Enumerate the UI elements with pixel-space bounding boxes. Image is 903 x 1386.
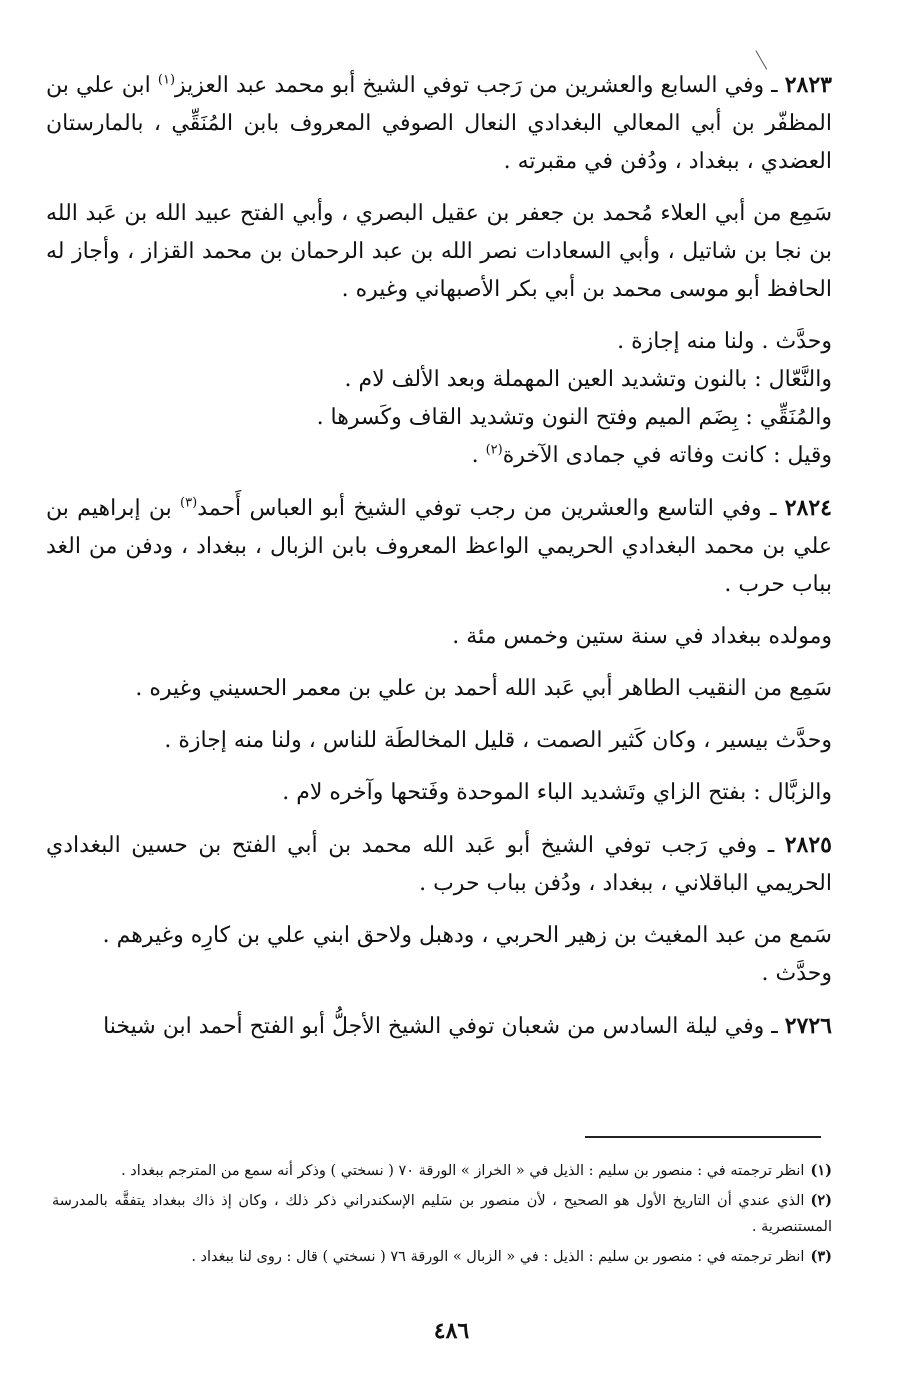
footnote-number: (٣) (810, 1248, 832, 1265)
entry-number: ٢٨٢٤ (784, 495, 832, 521)
main-text (46, 66, 832, 1060)
footnote (52, 1244, 832, 1270)
footnote-ref: (٣) (180, 495, 198, 511)
entry-2823-line: والنَّعّال : بالنون وتشديد العين المهملة وبعد الألف لام . (344, 367, 832, 392)
footnote-divider (585, 1136, 821, 1138)
footnote (52, 1158, 832, 1184)
entry-2825-line: وحدَّث . (761, 961, 832, 986)
footnotes (52, 1158, 832, 1274)
footnote-ref: (٢) (485, 442, 503, 458)
entry-2823-line: والمُنَقِّي : بِضَم الميم وفتح النون وتشديد القاف وكَسرها . (316, 405, 832, 430)
line-end: . (471, 443, 486, 468)
entry-number: ٢٨٢٣ (784, 72, 832, 98)
footnote-number: (١) (810, 1162, 832, 1179)
entry-2824-line: ومولده ببغداد في سنة ستين وخمس مئة . (452, 624, 832, 649)
footnote-text: انظر ترجمته في : منصور بن سليم : الذيل : في « الزبال » الورقة ٧٦ ( نسختي ) قال : روى لنا ببغداد . (191, 1249, 805, 1265)
entry-2824-line: والزبَّال : بفتح الزاي وتَشديد الباء الموحدة وفَتحها وآخره لام . (282, 780, 832, 805)
entry-2823-paragraph: سَمِع من أبي العلاء مُحمد بن جعفر بن عقيل البصري ، وأبي الفتح عبيد الله بن عَبد الله بن نجا بن شاتيل ، وأبي السعادات نصر الله بن عبد الرحمان بن محمد القزاز ، وأجاز له الحافظ أبو موسى محمد بن أبي بكر الأصبهاني وغيره . (46, 201, 833, 302)
entry-text: ـ وفي رَجب توفي الشيخ أبو عَبد الله محمد بن أبي الفتح بن حسين البغدادي الحريمي الباقلاني ، ببغداد ، ودُفن بباب حرب . (46, 833, 832, 896)
entry-2823-line (46, 437, 832, 475)
entry-2825-line: سَمع من عبد المغيث بن زهير الحربي ، ودهبل ولاحق ابني علي بن كارِه وغيرهم . (102, 923, 832, 948)
footnote-text: انظر ترجمته في : منصور بن سليم : الذيل في « الخراز » الورقة ٧٠ ( نسختي ) وذكر أنه سمع من المترجم ببغداد . (121, 1163, 805, 1179)
entry-text-continued: بن إبراهيم بن علي بن محمد البغدادي الحريمي الواعظ المعروف بابن الزبال ، ببغداد ، ودفن من الغد بباب حرب . (46, 496, 832, 597)
entry-text: ـ وفي ليلة السادس من شعبان توفي الشيخ الأجلُّ أبو الفتح أحمد ابن شيخنا (103, 1014, 778, 1039)
entry-2823-heading-paragraph (46, 66, 832, 181)
line-text: وقيل : كانت وفاته في جمادى الآخرة (502, 443, 832, 468)
footnote-text: الذي عندي أن التاريخ الأول هو الصحيح ، لأن منصور بن سَليم الإسكندراني ذكر ذلك ، وكان إذ ذاك ببغداد يتفقَّه بالمدرسة المستنصرية . (52, 1193, 832, 1235)
entry-number: ٢٨٢٥ (784, 832, 832, 858)
footnote-number: (٢) (810, 1192, 832, 1209)
page-number: ٤٨٦ (433, 1318, 470, 1344)
entry-text: ـ وفي التاسع والعشرين من رجب توفي الشيخ أبو العباس أَحمد (197, 496, 777, 521)
entry-2824-line: سَمِع من النقيب الطاهر أبي عَبد الله أحمد بن علي بن معمر الحسيني وغيره . (135, 676, 832, 701)
entry-2726-heading-paragraph (46, 1007, 832, 1046)
footnote (52, 1188, 832, 1240)
entry-text: ـ وفي السابع والعشرين من رَجب توفي الشيخ أبو محمد عبد العزيز (175, 73, 778, 98)
entry-number: ٢٧٢٦ (784, 1013, 832, 1039)
entry-2824-heading-paragraph (46, 489, 832, 604)
entry-2825-heading-paragraph (46, 826, 832, 903)
entry-text-continued: ابن علي بن المظفّر بن أبي المعالي البغدادي النعال الصوفي المعروف بابن المُنَقِّي ، بالمارستان العضدي ، ببغداد ، ودُفن في مقبرته . (46, 73, 832, 174)
footnote-ref: (١) (157, 72, 176, 88)
entry-2824-line: وحدَّث بيسير ، وكان كَثير الصمت ، قليل المخالطَة للناس ، ولنا منه إجازة . (164, 728, 832, 753)
entry-2823-line: وحدَّث . ولنا منه إجازة . (617, 329, 832, 354)
